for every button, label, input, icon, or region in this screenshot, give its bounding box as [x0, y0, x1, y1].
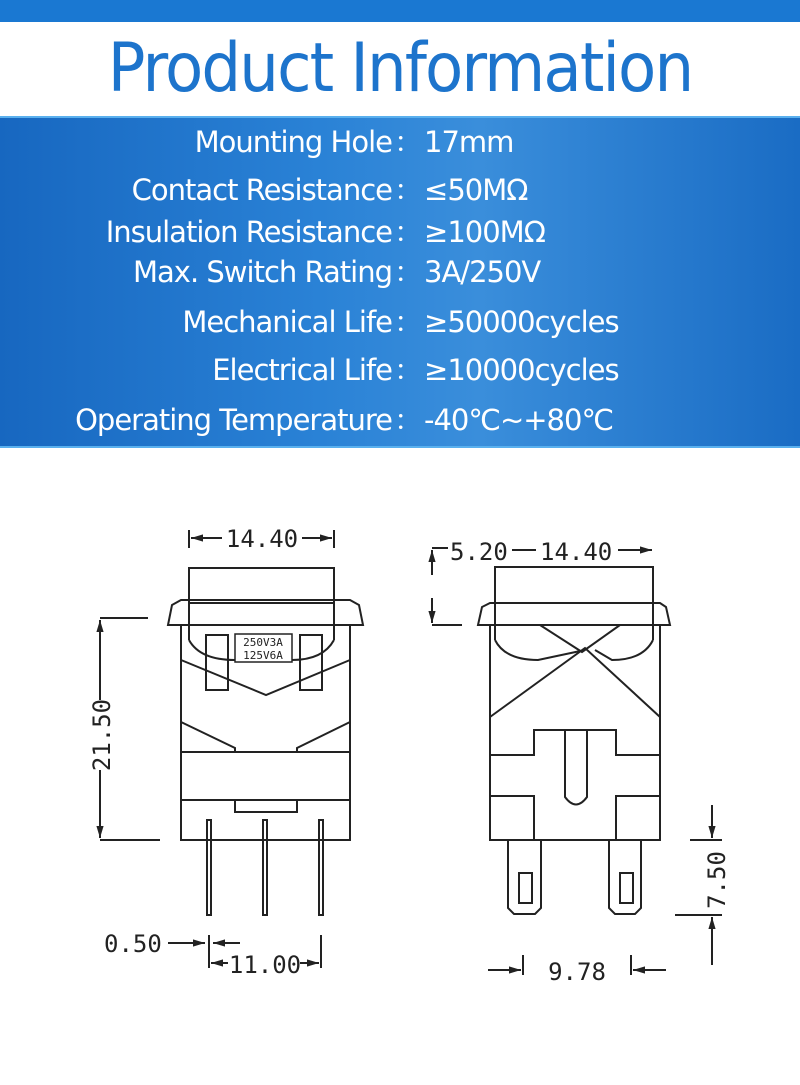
pin-pitch-label: 11.00 — [228, 951, 302, 979]
spec-label: Mounting Hole — [194, 125, 392, 159]
spec-value: ≤50MΩ — [424, 173, 528, 207]
front-height-label: 21.50 — [88, 698, 116, 772]
spec-colon: ： — [394, 215, 423, 249]
front-view — [88, 525, 363, 979]
pin-width-label: 0.50 — [104, 930, 162, 958]
spec-colon: ： — [394, 255, 423, 289]
spec-label: Contact Resistance — [131, 173, 392, 207]
spec-colon: ： — [394, 403, 423, 437]
spec-value: ≥100MΩ — [424, 215, 545, 249]
cap-height-label: 5.20 — [450, 538, 508, 566]
spec-label: Mechanical Life — [182, 305, 392, 339]
terminal-length-label: 7.50 — [703, 851, 731, 909]
side-width-label: 14.40 — [540, 538, 613, 566]
spec-value: -40℃~+80℃ — [424, 403, 614, 437]
spec-colon: ： — [394, 305, 423, 339]
rating-label-line2: 125V6A — [243, 649, 283, 662]
spec-value: 17mm — [424, 125, 514, 159]
spec-label: Electrical Life — [212, 353, 392, 387]
terminal-spacing-label: 9.78 — [548, 958, 606, 986]
spec-colon: ： — [394, 353, 423, 387]
spec-colon: ： — [394, 125, 423, 159]
side-view — [432, 538, 731, 986]
page-title: Product Information — [107, 28, 693, 108]
spec-label: Max. Switch Rating — [133, 255, 392, 289]
spec-label: Insulation Resistance — [105, 215, 392, 249]
spec-colon: ： — [394, 173, 423, 207]
spec-value: ≥50000cycles — [424, 305, 619, 339]
spec-label: Operating Temperature — [75, 403, 392, 437]
rating-label-line1: 250V3A — [243, 636, 283, 649]
spec-value: ≥10000cycles — [424, 353, 619, 387]
front-width-label: 14.40 — [225, 525, 299, 553]
spec-value: 3A/250V — [424, 255, 541, 289]
